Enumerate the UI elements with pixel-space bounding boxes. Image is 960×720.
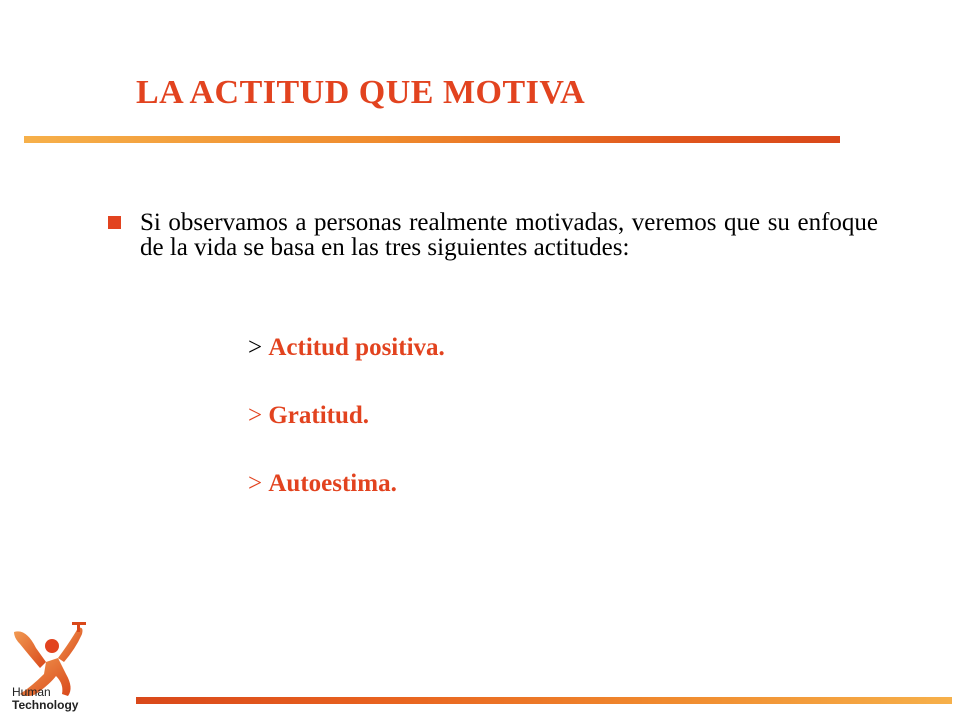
bullet-text: Si observamos a personas realmente motivadas, veremos que su enfoque de la vida se basa en las tres siguientes actitudes: <box>140 209 878 261</box>
attitude-marker: > <box>248 402 269 429</box>
logo-wordmark <box>12 686 78 712</box>
attitude-item-gratitude <box>248 401 369 431</box>
logo-line-human: Human <box>12 685 51 699</box>
attitude-label: Actitud positiva. <box>268 334 445 361</box>
attitude-label: Autoestima. <box>268 470 397 497</box>
attitude-item-positive <box>248 333 445 363</box>
attitude-item-self-esteem <box>248 469 397 499</box>
footer-divider <box>136 697 952 704</box>
bullet-item <box>108 210 878 260</box>
attitude-label: Gratitud. <box>268 402 370 429</box>
attitude-marker: > <box>248 470 269 497</box>
attitude-marker: > <box>248 334 269 361</box>
slide-title: LA ACTITUD QUE MOTIVA <box>136 74 586 111</box>
title-divider <box>24 136 840 143</box>
square-bullet-icon <box>108 216 121 229</box>
logo-line-technology: Technology <box>12 698 79 712</box>
